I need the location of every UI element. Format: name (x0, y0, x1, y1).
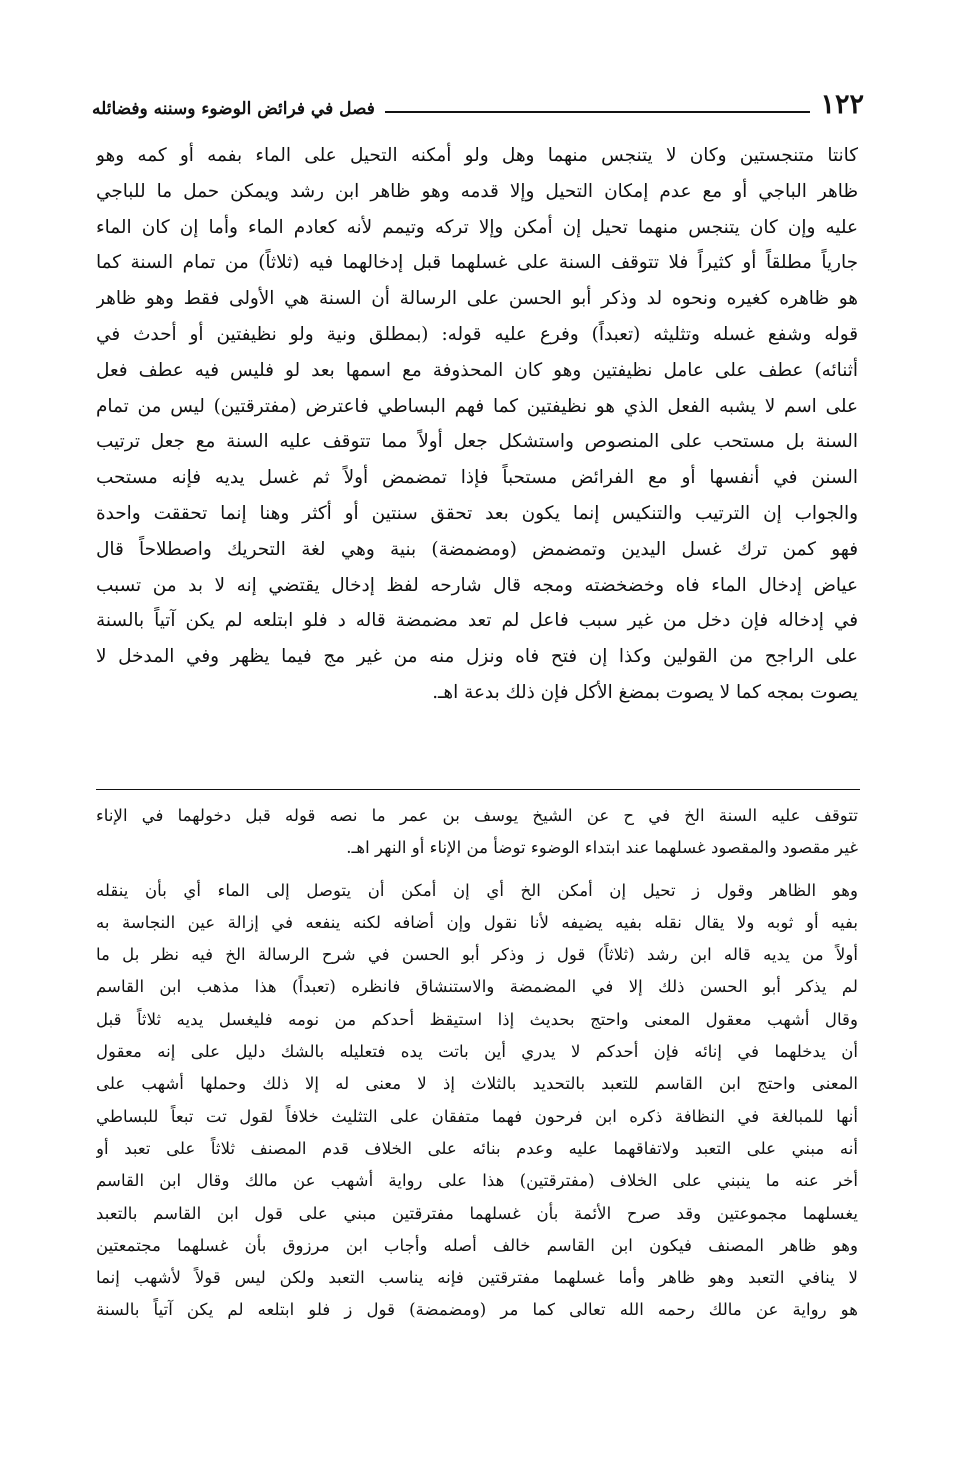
footnotes (96, 800, 858, 1380)
footnote-line: لم يذكر أبو الحسن ذلك إلا في المضمضة والاستنشاق فانظره (تعبداً) هذا مذهب ابن القاسم (96, 977, 858, 997)
text-line: في إدخاله فإن دخل من غير سبب فاعل لم تعد مضمضة قاله د فلو ابتلعه لم يكن آتياً بالسنة (96, 610, 858, 632)
text-line: هو ظاهره كغيره ونحوه لد وذكر أبو الحسن على الرسالة أن السنة هي الأولى فقط وهو ظاهر (96, 288, 858, 310)
footnote-line: غير مقصود والمقصود غسلهما عند ابتداء الوضوء توضأ من الإناء أو النهر اهـ. (346, 838, 858, 858)
text-line: فهو كمن ترك غسل اليدين وتمضمض (ومضمضة) بنية وهي لغة التحريك واصطلاحاً قال (96, 538, 858, 560)
text-line: على الراجح من القولين وكذا إن فتح فاه ونزل منه من غير مج فيما يظهر وفي المدخل لا (96, 646, 858, 668)
footnote-line: المعنى واحتج ابن القاسم للتعبد بالتحديد بالثلاث إذ لا معنى له إلا ذلك وحملها أشهب على (96, 1074, 858, 1094)
text-line: السنن في أنفسها أو مع الفرائض مستحباً فإذا تمضمض أولاً ثم غسل يديه فإنه مستحب (96, 467, 858, 489)
footnote-line: أخر عنه ما ينبني على الخلاف (مفترقتين) هذا على رواية أشهب عن مالك وقال ابن القاسم (96, 1171, 858, 1191)
footnote-line: تتوقف عليه السنة الخ في ح عن الشيخ يوسف بن عمر ما نصه قوله قبل دخولهما في الإناء (96, 806, 858, 825)
text-line: عياض إدخال الماء فاه وخضخضته ومجه قال شارحه لفظ إدخال يقتضي إنه لا بد من تسبب (96, 574, 858, 596)
text-line: يصوت بمجه كما لا يصوت بمضغ الأكل فإن ذلك بدعة اهـ. (432, 681, 858, 703)
text-line: ظاهر الباجي أو مع عدم إمكان التحيل وإلا قدمه وهو ظاهر ابن رشد ويمكن حمل ما للباجي (96, 180, 858, 202)
footnote-line: لا ينافي التعبد وهو ظاهر وأما غسلهما مفترقتين فإنه يناسب التعبد ولكن ليس قولاً لأشهب إنما (96, 1268, 858, 1288)
footnote-line: أنه مبني على التعبد ولاتفاقهما عليه وعدم بنائه على الخلاف قدم المصنف ثلاثاً على تعبد أو (96, 1138, 858, 1158)
footnote-line: هو رواية عن مالك رحمه الله تعالى كما مر (ومضمضة) قول ز فلو ابتلعه لم يكن آتياً بالسنة (96, 1300, 858, 1320)
text-line: جارياً مطلقاً أو كثيراً فلا تتوقف السنة على غسلهما قبل إدخالهما فيه (ثلاثاً) من تمام السنة كما (96, 252, 858, 274)
text-line: قوله وشفع غسله وتثليثه (تعبداً) وفرع عليه قوله: (بمطلق ونية ولو نظيفتين أو أحدث في (96, 323, 858, 345)
footnote-line: أنها للمبالغة في النظافة ذكره ابن فرحون فهما متفقان على التثليث خلافاً لقول تت تبعاً للبساطي (96, 1106, 858, 1126)
text-line: أثنائه) عطف على عامل نظيفتين وهو كان المحذوفة مع اسمها بعد لو فليس فيه عطف فعل (96, 359, 858, 381)
footnote-line: وهو الظاهر وقول ز تحيل إن أمكن الخ أي إن أمكن أن يتوصل إلى الماء أي بأن ينقله (96, 880, 858, 900)
paragraph-gap (96, 865, 858, 875)
chapter-title: فصل في فرائض الوضوء وسننه وفضائله (92, 99, 375, 119)
page-number: ١٢٢ (820, 89, 864, 120)
footnote-line: أن يدخلهما في إنائه فإن أحدكم لا يدري أين باتت يده فتعليله بالشك دليل على إنه معقول (96, 1042, 858, 1062)
footnote-line: وقال أشهب معقول المعنى واحتج بحديث إذا استيقظ أحدكم من نومه فليغسل يديه ثلاثاً قبل (96, 1009, 858, 1029)
text-line: عليه وإن كان يتنجس منهما تحيل إن أمكن وإلا تركه وتيمم لأنه كعادم الماء وأما إن كان الماء (96, 216, 858, 238)
text-line: كانتا متنجستين وكان لا يتنجس منهما وهل ولو أمكنه التحيل على الماء بفمه أو كمه وهو (96, 145, 858, 166)
footnote-line: بفيه أو ثوبه ولا يقال نقله بفيه يضيفه لأنا نقول وإن أضافه لكنه ينفعه في إزالة عين النجاسة به (96, 912, 858, 932)
footnote-line: أولاً من يديه قاله ابن رشد (ثلاثاً) قول ز وذكر أبو الحسن في شرح الرسالة الخ فيه نظر بل ما (96, 945, 858, 965)
main-text (96, 138, 858, 770)
footnote-separator (96, 789, 860, 790)
text-line: على اسم لا يشبه الفعل الذي هو نظيفتين كما فهم البساطي فاعترض (مفترقتين) ليس من تمام (96, 395, 858, 417)
page-header (92, 80, 864, 120)
header-rule (385, 111, 811, 113)
text-line: والجواب إن الترتيب والتنكيس إنما يكون بعد تحقق سنتين أو أكثر وهنا إنما تحققت واحدة (96, 502, 858, 524)
footnote-line: يغسلهما مجموعتين وقد صرح الأئمة بأن غسلهما مفترقتين مبني على قول ابن القاسم بالتعبد (96, 1203, 858, 1223)
text-line: السنة بل مستحب على المنصوص واستشكل جعل أولاً مما تتوقف عليه السنة مع جعل ترتيب (96, 431, 858, 453)
footnote-line: وهو ظاهر المصنف فيكون ابن القاسم خالف أصله وأجاب ابن مرزوق بأن غسلهما مجتمعتين (96, 1235, 858, 1255)
